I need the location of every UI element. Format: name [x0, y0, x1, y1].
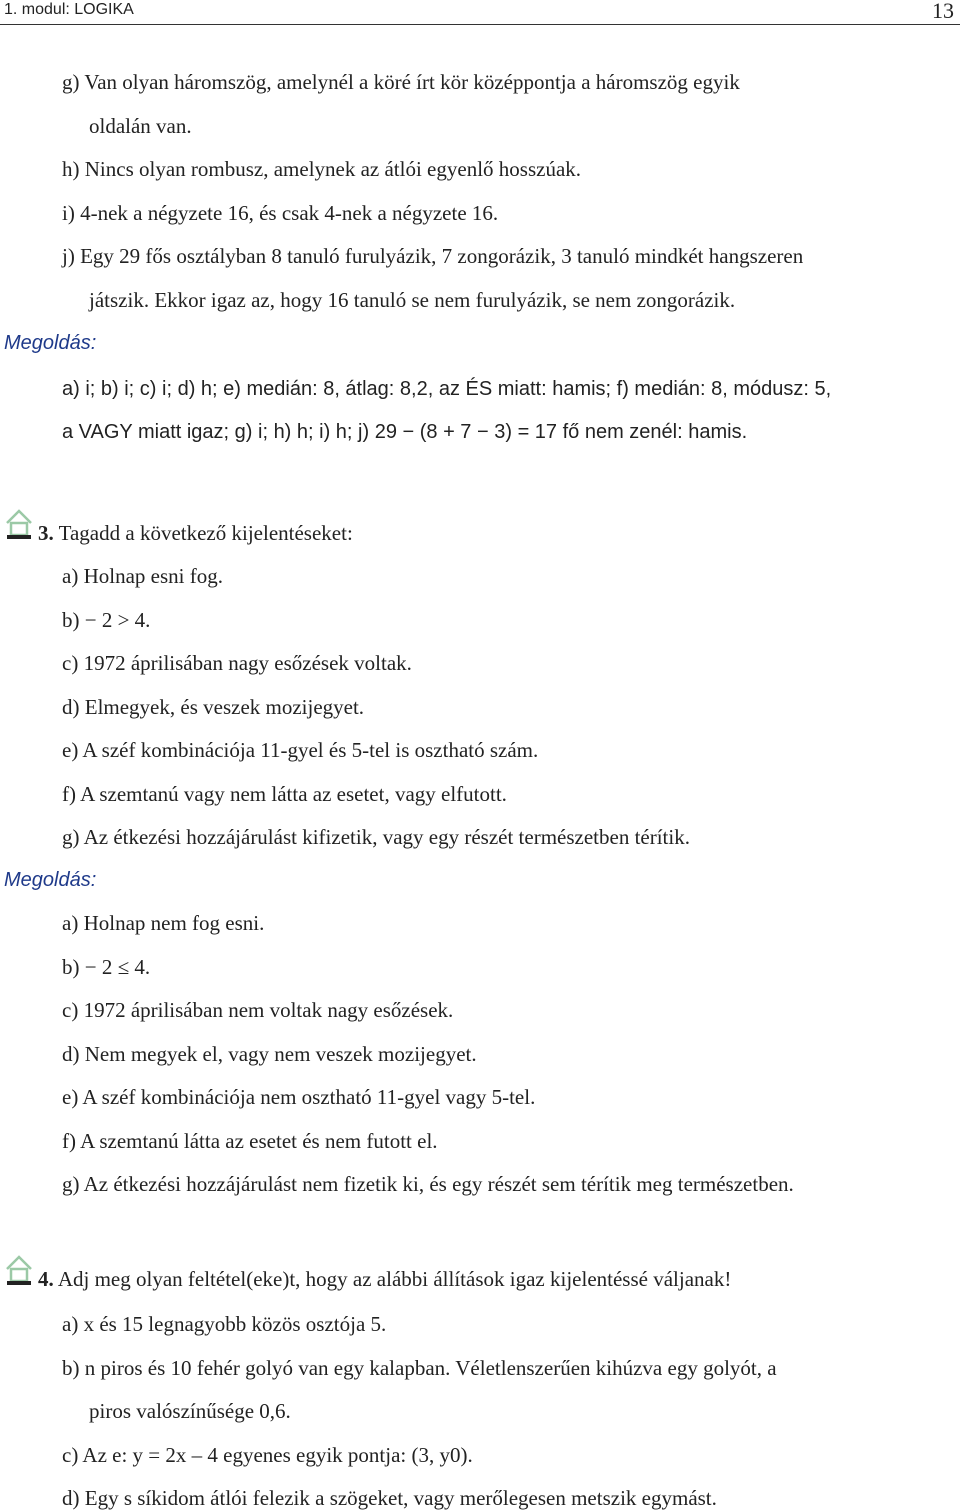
statement-h: h) Nincs olyan rombusz, amelynek az átlói egyenlő hosszúak.: [62, 157, 582, 181]
task3-item-d: d) Elmegyek, és veszek mozijegyet.: [62, 695, 365, 719]
home-icon[interactable]: [4, 1254, 34, 1288]
task3-item-e: e) A széf kombinációja 11-gyel és 5-tel is osztható szám.: [62, 738, 539, 762]
solution3-item-a: a) Holnap nem fog esni.: [62, 911, 265, 935]
task3-item-f: f) A szemtanú vagy nem látta az esetet, vagy elfutott.: [62, 782, 507, 806]
solution3-item-b: b) − 2 ≤ 4.: [62, 955, 151, 979]
solution3-item-g: g) Az étkezési hozzájárulást nem fizetik ki, és egy részét sem térítik meg természetben.: [62, 1172, 794, 1196]
statement-g-line1: g) Van olyan háromszög, amelynél a köré írt kör középpontja a háromszög egyik: [62, 70, 740, 94]
statement-i: i) 4-nek a négyzete 16, és csak 4-nek a négyzete 16.: [62, 201, 499, 225]
page-number: 13: [932, 0, 954, 23]
task3-item-b: b) − 2 > 4.: [62, 608, 151, 632]
task3-title: Tagadd a következő kijelentéseket:: [58, 521, 353, 545]
task4-item-d: d) Egy s síkidom átlói felezik a szögeket, vagy merőlegesen metszik egymást.: [62, 1486, 717, 1510]
solution3-label: Megoldás:: [4, 869, 97, 891]
task4-heading: [38, 1266, 731, 1292]
task4-item-b-line2: piros valószínűsége 0,6.: [89, 1399, 291, 1423]
task4-item-a: a) x és 15 legnagyobb közös osztója 5.: [62, 1312, 387, 1336]
statement-j-line2: játszik. Ekkor igaz az, hogy 16 tanuló se nem furulyázik, se nem zongorázik.: [89, 288, 736, 312]
task3-number: 3.: [38, 521, 54, 545]
task4-item-c: c) Az e: y = 2x – 4 egyenes egyik pontja: (3, y0).: [62, 1443, 473, 1467]
solution-line1: a) i; b) i; c) i; d) h; e) medián: 8, átlag: 8,2, az ÉS miatt: hamis; f) medián: 8, módusz: 5,: [62, 378, 832, 400]
solution3-item-f: f) A szemtanú látta az esetet és nem futott el.: [62, 1129, 438, 1153]
task4-item-b-line1: b) n piros és 10 fehér golyó van egy kalapban. Véletlenszerűen kihúzva egy golyót, a: [62, 1356, 777, 1380]
home-icon[interactable]: [4, 508, 34, 542]
solution3-item-d: d) Nem megyek el, vagy nem veszek mozijegyet.: [62, 1042, 477, 1066]
solution-label: Megoldás:: [4, 332, 97, 354]
task3-item-g: g) Az étkezési hozzájárulást kifizetik, vagy egy részét természetben térítik.: [62, 825, 690, 849]
task4-title: Adj meg olyan feltétel(eke)t, hogy az alábbi állítások igaz kijelentéssé váljanak!: [57, 1267, 732, 1291]
solution-line2: a VAGY miatt igaz; g) i; h) h; i) h; j) 29 − (8 + 7 − 3) = 17 fő nem zenél: hamis.: [62, 421, 748, 443]
task4-number: 4.: [38, 1267, 54, 1291]
task3-heading: [38, 520, 353, 546]
statement-j-line1: j) Egy 29 fős osztályban 8 tanuló furulyázik, 7 zongorázik, 3 tanuló mindkét hangszeren: [62, 244, 804, 268]
module-title: 1. modul: LOGIKA: [4, 1, 134, 18]
page-header: [0, 0, 960, 25]
statement-g-line2: oldalán van.: [89, 114, 192, 138]
task3-item-a: a) Holnap esni fog.: [62, 564, 223, 588]
solution3-item-c: c) 1972 áprilisában nem voltak nagy esőzések.: [62, 998, 454, 1022]
solution3-item-e: e) A széf kombinációja nem osztható 11-gyel vagy 5-tel.: [62, 1085, 536, 1109]
task3-item-c: c) 1972 áprilisában nagy esőzések voltak.: [62, 651, 412, 675]
